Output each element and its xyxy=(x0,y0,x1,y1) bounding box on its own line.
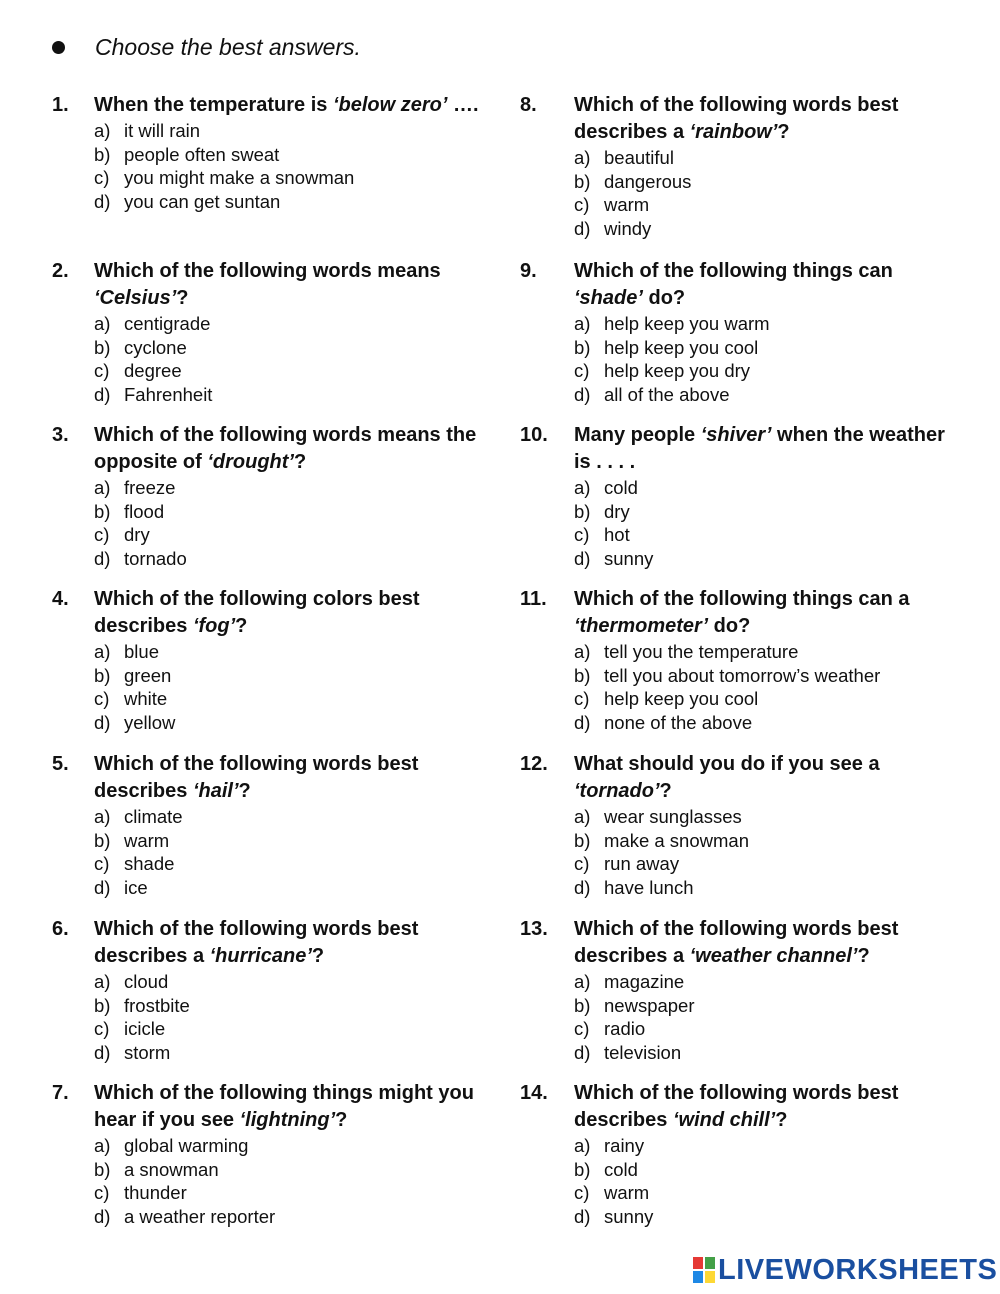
question-9 xyxy=(520,258,960,406)
answer-option[interactable] xyxy=(574,1134,960,1158)
option-letter: c) xyxy=(94,167,110,188)
question-heading xyxy=(52,422,492,476)
answer-options xyxy=(520,312,960,406)
option-letter: d) xyxy=(574,217,591,239)
option-letter: b) xyxy=(574,994,591,1016)
option-text: green xyxy=(124,664,172,686)
question-number: 9. xyxy=(520,260,537,282)
option-text: degree xyxy=(124,360,182,381)
option-letter: c) xyxy=(574,524,590,545)
option-letter: c) xyxy=(574,1018,590,1039)
question-number: 10. xyxy=(520,424,548,446)
option-text: cloud xyxy=(124,971,169,992)
option-letter: b) xyxy=(94,1158,111,1180)
option-text: help keep you cool xyxy=(604,336,759,358)
option-letter: b) xyxy=(574,664,591,686)
option-text: sunny xyxy=(604,1205,654,1227)
option-text: radio xyxy=(604,1018,646,1039)
answer-option[interactable] xyxy=(574,711,960,735)
question-text: Which of the following things can a ‘thermometer’ do? xyxy=(574,588,910,637)
answer-option[interactable] xyxy=(574,193,960,217)
answer-option[interactable] xyxy=(94,664,492,688)
question-number: 6. xyxy=(52,918,69,940)
answer-options xyxy=(52,640,492,734)
option-letter: c) xyxy=(94,853,110,874)
question-number: 11. xyxy=(520,588,547,610)
instructions xyxy=(52,30,361,64)
question-heading xyxy=(520,422,960,476)
liveworksheets-logo xyxy=(693,1254,997,1286)
answer-option[interactable] xyxy=(574,1205,960,1229)
question-heading xyxy=(520,751,960,805)
question-6 xyxy=(52,916,492,1064)
question-heading xyxy=(52,916,492,970)
answer-option[interactable] xyxy=(94,876,492,900)
option-letter: c) xyxy=(94,360,110,381)
option-text: icicle xyxy=(124,1018,166,1039)
question-10 xyxy=(520,422,960,570)
answer-option[interactable] xyxy=(94,119,492,143)
option-letter: b) xyxy=(574,500,591,522)
answer-option[interactable] xyxy=(94,476,492,500)
option-text: a weather reporter xyxy=(124,1205,276,1227)
answer-option[interactable] xyxy=(94,1181,492,1205)
question-number: 5. xyxy=(52,753,69,775)
option-text: dry xyxy=(124,524,150,545)
answer-option[interactable] xyxy=(94,166,492,190)
option-text: none of the above xyxy=(604,711,753,733)
question-text: When the temperature is ‘below zero’ …. xyxy=(94,94,479,116)
answer-option[interactable] xyxy=(574,523,960,547)
option-text: help keep you dry xyxy=(604,360,751,381)
option-letter: b) xyxy=(94,143,111,165)
question-1 xyxy=(52,92,492,213)
option-text: sunny xyxy=(604,547,654,569)
option-letter: a) xyxy=(574,641,591,662)
question-text: Which of the following colors best describes ‘fog’? xyxy=(94,588,420,637)
answer-option[interactable] xyxy=(574,876,960,900)
answer-options xyxy=(520,476,960,570)
option-text: hot xyxy=(604,524,630,545)
answer-option[interactable] xyxy=(574,359,960,383)
option-letter: a) xyxy=(574,1135,591,1156)
answer-option[interactable] xyxy=(574,547,960,571)
question-heading xyxy=(520,92,960,146)
option-letter: d) xyxy=(574,876,591,898)
answer-option[interactable] xyxy=(94,970,492,994)
option-letter: a) xyxy=(574,313,591,334)
option-text: make a snowman xyxy=(604,829,749,851)
answer-option[interactable] xyxy=(94,359,492,383)
answer-option[interactable] xyxy=(94,805,492,829)
option-text: wear sunglasses xyxy=(604,806,742,827)
question-text: Which of the following things might you hear if you see ‘lightning’? xyxy=(94,1082,474,1131)
option-letter: a) xyxy=(94,641,111,662)
option-text: magazine xyxy=(604,971,685,992)
answer-option[interactable] xyxy=(94,383,492,407)
option-letter: c) xyxy=(94,1182,110,1203)
answer-option[interactable] xyxy=(574,336,960,360)
option-text: beautiful xyxy=(604,147,674,168)
answer-options xyxy=(52,312,492,406)
option-letter: b) xyxy=(574,1158,591,1180)
option-letter: b) xyxy=(94,500,111,522)
question-text: What should you do if you see a ‘tornado’? xyxy=(574,753,880,802)
option-text: a snowman xyxy=(124,1158,219,1180)
option-letter: b) xyxy=(574,170,591,192)
option-text: tell you the temperature xyxy=(604,641,799,662)
option-letter: d) xyxy=(94,1041,111,1063)
option-letter: c) xyxy=(574,194,590,215)
option-text: dangerous xyxy=(604,170,692,192)
option-letter: b) xyxy=(94,336,111,358)
answer-option[interactable] xyxy=(574,687,960,711)
option-letter: d) xyxy=(94,711,111,733)
question-text: Many people ‘shiver’ when the weather is . . . . xyxy=(574,424,945,473)
answer-option[interactable] xyxy=(94,336,492,360)
option-text: cold xyxy=(604,477,638,498)
option-letter: d) xyxy=(574,547,591,569)
answer-options xyxy=(52,119,492,213)
question-text: Which of the following words best describes ‘hail’? xyxy=(94,753,419,802)
answer-option[interactable] xyxy=(94,1041,492,1065)
answer-option[interactable] xyxy=(94,190,492,214)
instruction-text: Choose the best answers. xyxy=(95,33,361,60)
option-letter: a) xyxy=(94,806,111,827)
option-letter: c) xyxy=(94,688,110,709)
option-text: tell you about tomorrow’s weather xyxy=(604,664,881,686)
answer-options xyxy=(52,970,492,1064)
option-letter: d) xyxy=(94,1205,111,1227)
option-letter: c) xyxy=(574,1182,590,1203)
question-heading xyxy=(520,258,960,312)
option-letter: d) xyxy=(574,1041,591,1063)
answer-options xyxy=(52,476,492,570)
option-letter: c) xyxy=(574,360,590,381)
option-text: windy xyxy=(604,217,652,239)
answer-option[interactable] xyxy=(94,523,492,547)
option-text: thunder xyxy=(124,1182,187,1203)
answer-option[interactable] xyxy=(94,687,492,711)
question-number: 4. xyxy=(52,588,69,610)
logo-text: LIVEWORKSHEETS xyxy=(718,1253,998,1286)
option-letter: d) xyxy=(94,876,111,898)
question-5 xyxy=(52,751,492,899)
option-letter: c) xyxy=(94,1018,110,1039)
question-4 xyxy=(52,586,492,734)
answer-option[interactable] xyxy=(574,664,960,688)
question-number: 7. xyxy=(52,1082,69,1104)
answer-option[interactable] xyxy=(94,1134,492,1158)
option-letter: b) xyxy=(94,994,111,1016)
option-text: blue xyxy=(124,641,159,662)
option-letter: a) xyxy=(94,477,111,498)
question-text: Which of the following words best describes ‘wind chill’? xyxy=(574,1082,899,1131)
question-number: 8. xyxy=(520,94,537,116)
answer-options xyxy=(520,805,960,899)
question-12 xyxy=(520,751,960,899)
answer-option[interactable] xyxy=(574,1158,960,1182)
question-heading xyxy=(52,751,492,805)
option-letter: d) xyxy=(94,547,111,569)
answer-option[interactable] xyxy=(94,829,492,853)
question-number: 14. xyxy=(520,1082,548,1104)
option-text: television xyxy=(604,1041,682,1063)
question-text: Which of the following things can ‘shade’ do? xyxy=(574,260,893,309)
option-text: freeze xyxy=(124,477,176,498)
answer-option[interactable] xyxy=(94,500,492,524)
option-text: cold xyxy=(604,1158,638,1180)
option-text: climate xyxy=(124,806,183,827)
answer-option[interactable] xyxy=(94,1017,492,1041)
option-text: global warming xyxy=(124,1135,249,1156)
answer-option[interactable] xyxy=(574,805,960,829)
bullet-icon xyxy=(52,41,65,54)
answer-options xyxy=(520,1134,960,1228)
option-letter: d) xyxy=(94,190,111,212)
option-text: flood xyxy=(124,500,165,522)
answer-option[interactable] xyxy=(574,383,960,407)
answer-options xyxy=(520,970,960,1064)
answer-option[interactable] xyxy=(94,1158,492,1182)
option-letter: a) xyxy=(94,313,111,334)
option-text: have lunch xyxy=(604,876,694,898)
option-text: centigrade xyxy=(124,313,211,334)
option-text: storm xyxy=(124,1041,171,1063)
answer-option[interactable] xyxy=(574,1017,960,1041)
answer-option[interactable] xyxy=(574,852,960,876)
option-letter: d) xyxy=(574,1205,591,1227)
option-letter: a) xyxy=(574,806,591,827)
option-text: dry xyxy=(604,500,630,522)
answer-option[interactable] xyxy=(94,852,492,876)
option-text: ice xyxy=(124,876,148,898)
option-letter: a) xyxy=(574,971,591,992)
option-text: rainy xyxy=(604,1135,645,1156)
option-letter: a) xyxy=(574,147,591,168)
option-text: you might make a snowman xyxy=(124,167,355,188)
question-text: Which of the following words means the opposite of ‘drought’? xyxy=(94,424,477,473)
question-8 xyxy=(520,92,960,240)
option-text: cyclone xyxy=(124,336,187,358)
option-letter: a) xyxy=(574,477,591,498)
option-letter: b) xyxy=(574,829,591,851)
question-number: 12. xyxy=(520,753,548,775)
answer-option[interactable] xyxy=(574,170,960,194)
option-text: help keep you cool xyxy=(604,688,759,709)
option-text: Fahrenheit xyxy=(124,383,213,405)
answer-options xyxy=(52,805,492,899)
option-letter: d) xyxy=(94,383,111,405)
answer-option[interactable] xyxy=(94,312,492,336)
question-text: Which of the following words best describes a ‘rainbow’? xyxy=(574,94,899,143)
option-letter: b) xyxy=(94,664,111,686)
answer-options xyxy=(520,640,960,734)
option-text: you can get suntan xyxy=(124,190,281,212)
question-number: 3. xyxy=(52,424,69,446)
question-3 xyxy=(52,422,492,570)
answer-option[interactable] xyxy=(574,640,960,664)
option-text: warm xyxy=(604,194,650,215)
option-text: tornado xyxy=(124,547,187,569)
answer-option[interactable] xyxy=(574,217,960,241)
question-number: 13. xyxy=(520,918,548,940)
answer-option[interactable] xyxy=(94,547,492,571)
option-text: white xyxy=(124,688,168,709)
question-heading xyxy=(520,1080,960,1134)
answer-option[interactable] xyxy=(94,640,492,664)
question-heading xyxy=(52,1080,492,1134)
question-heading xyxy=(52,92,492,119)
answer-option[interactable] xyxy=(94,994,492,1018)
question-heading xyxy=(520,586,960,640)
option-letter: c) xyxy=(574,853,590,874)
option-letter: a) xyxy=(94,120,111,141)
question-heading xyxy=(520,916,960,970)
answer-option[interactable] xyxy=(574,1181,960,1205)
question-heading xyxy=(52,258,492,312)
question-number: 2. xyxy=(52,260,69,282)
answer-options xyxy=(52,1134,492,1228)
option-text: yellow xyxy=(124,711,176,733)
option-text: help keep you warm xyxy=(604,313,770,334)
question-13 xyxy=(520,916,960,1064)
question-heading xyxy=(52,586,492,640)
answer-option[interactable] xyxy=(94,711,492,735)
answer-option[interactable] xyxy=(574,829,960,853)
option-letter: c) xyxy=(574,688,590,709)
option-text: newspaper xyxy=(604,994,695,1016)
option-text: shade xyxy=(124,853,175,874)
option-letter: b) xyxy=(574,336,591,358)
question-2 xyxy=(52,258,492,406)
option-letter: a) xyxy=(94,971,111,992)
question-text: Which of the following words means ‘Celsius’? xyxy=(94,260,441,309)
answer-option[interactable] xyxy=(574,970,960,994)
option-text: people often sweat xyxy=(124,143,280,165)
answer-option[interactable] xyxy=(574,994,960,1018)
liveworksheets-logo-icon xyxy=(693,1257,715,1283)
option-text: warm xyxy=(124,829,170,851)
option-text: frostbite xyxy=(124,994,190,1016)
option-letter: c) xyxy=(94,524,110,545)
option-letter: d) xyxy=(574,711,591,733)
answer-option[interactable] xyxy=(574,312,960,336)
question-14 xyxy=(520,1080,960,1228)
answer-option[interactable] xyxy=(94,143,492,167)
answer-option[interactable] xyxy=(574,476,960,500)
question-11 xyxy=(520,586,960,734)
question-text: Which of the following words best describes a ‘weather channel’? xyxy=(574,918,899,967)
question-7 xyxy=(52,1080,492,1228)
question-text: Which of the following words best describes a ‘hurricane’? xyxy=(94,918,419,967)
answer-option[interactable] xyxy=(574,500,960,524)
option-text: run away xyxy=(604,853,680,874)
option-text: all of the above xyxy=(604,383,730,405)
answer-option[interactable] xyxy=(574,1041,960,1065)
option-text: it will rain xyxy=(124,120,201,141)
option-text: warm xyxy=(604,1182,650,1203)
answer-options xyxy=(520,146,960,240)
answer-option[interactable] xyxy=(94,1205,492,1229)
option-letter: d) xyxy=(574,383,591,405)
option-letter: b) xyxy=(94,829,111,851)
answer-option[interactable] xyxy=(574,146,960,170)
option-letter: a) xyxy=(94,1135,111,1156)
question-number: 1. xyxy=(52,94,69,116)
